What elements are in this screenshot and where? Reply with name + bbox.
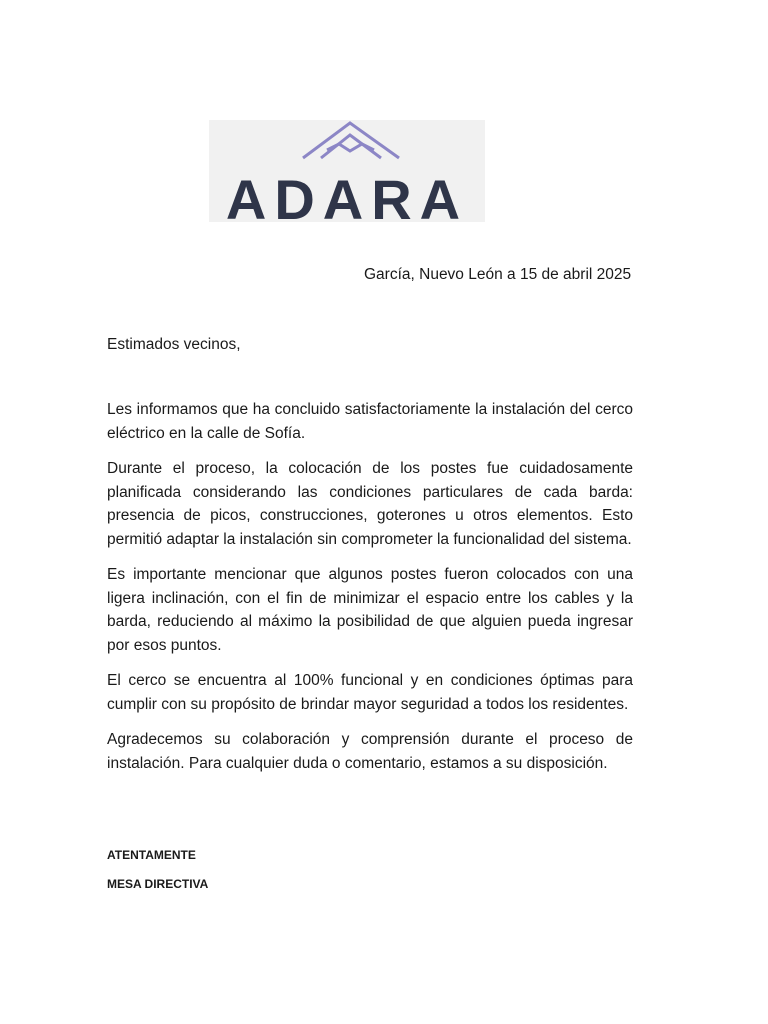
roof-mark-icon (303, 123, 399, 158)
paragraph: Durante el proceso, la colocación de los postes fue cuidadosamente planificada considerando las condiciones particulares de cada barda: presencia de picos, construcciones, goterones u otros elementos. Esto permitió adaptar la instalación sin comprometer la funcionalidad del sistema. (107, 460, 633, 548)
paragraph: Les informamos que ha concluido satisfactoriamente la instalación del cerco eléctrico en la calle de Sofía. (107, 401, 633, 442)
paragraph: Agradecemos su colaboración y comprensión durante el proceso de instalación. Para cualquier duda o comentario, estamos a su disposición. (107, 731, 633, 772)
adara-logo (209, 120, 485, 222)
logo-wordmark: ADARA (225, 168, 469, 222)
paragraph: Es importante mencionar que algunos postes fueron colocados con una ligera inclinación, con el fin de minimizar el espacio entre los cables y la barda, reduciendo al máximo la posibilidad de que alguien pueda ingresar por esos puntos. (107, 566, 633, 654)
greeting: Estimados vecinos, (107, 336, 241, 353)
closing: ATENTAMENTE (107, 848, 196, 862)
adara-logo-graphic (209, 120, 485, 222)
date-line: García, Nuevo León a 15 de abril 2025 (364, 266, 632, 283)
letter-body (107, 398, 633, 787)
paragraph: El cerco se encuentra al 100% funcional y en condiciones óptimas para cumplir con su propósito de brindar mayor seguridad a todos los residentes. (107, 672, 633, 713)
sign-off (107, 841, 208, 899)
signature: MESA DIRECTIVA (107, 877, 209, 891)
